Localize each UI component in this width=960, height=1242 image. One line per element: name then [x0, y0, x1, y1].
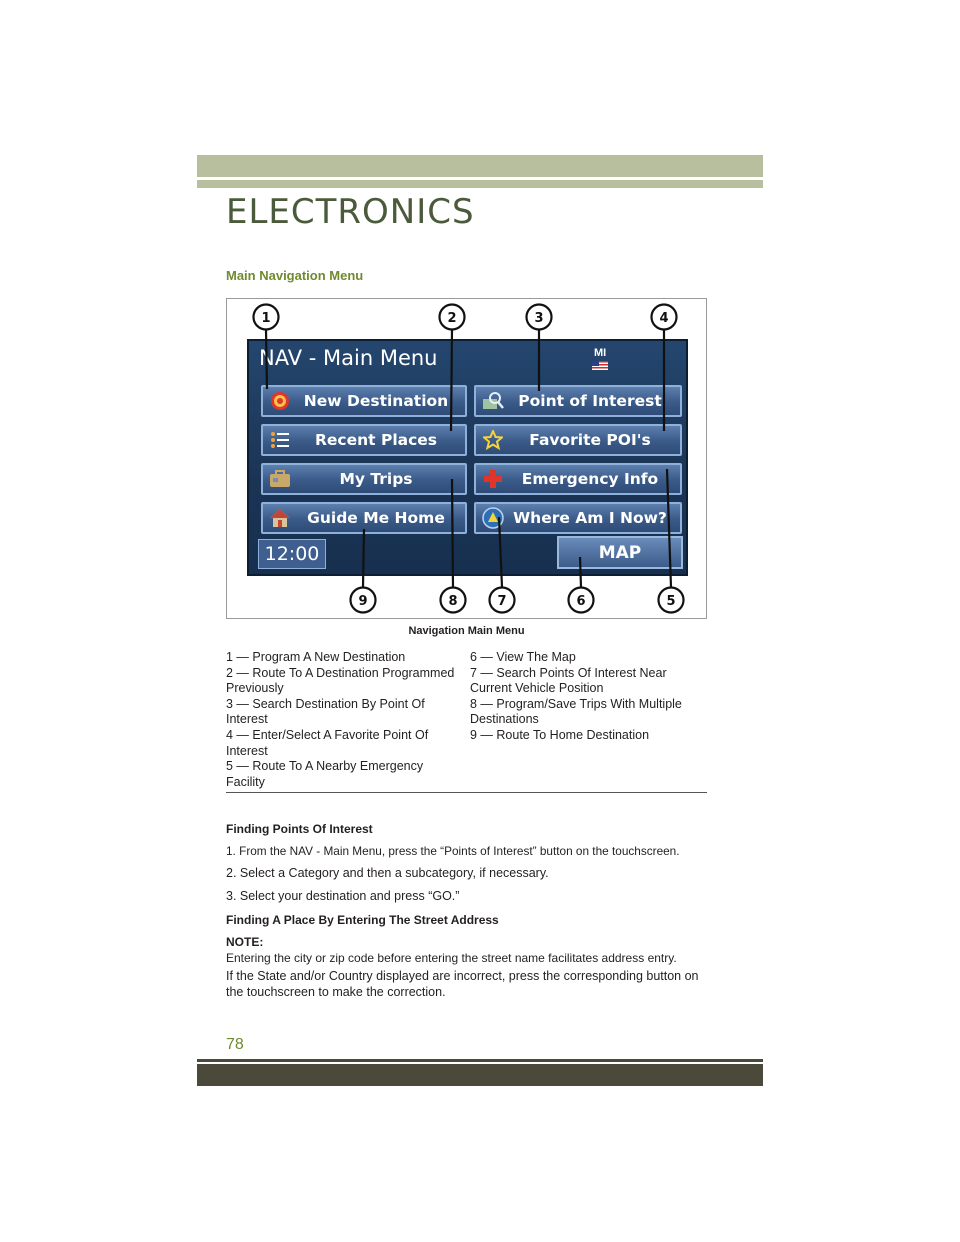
- state-code: MI: [594, 347, 607, 359]
- callout-6-label: 6: [576, 594, 586, 609]
- map-button[interactable]: MAP: [557, 536, 683, 569]
- emergency-info-label: Emergency Info: [521, 470, 659, 488]
- finding-poi-heading: Finding Points Of Interest: [226, 822, 373, 836]
- callout-9-label: 9: [358, 594, 368, 609]
- legend-item: 1 — Program A New Destination: [226, 650, 406, 664]
- step-item: 3. Select your destination and press “GO.”: [226, 889, 460, 903]
- callout-3-label: 3: [534, 311, 544, 326]
- legend-item: 6 — View The Map: [470, 650, 576, 664]
- guide-me-home-label: Guide Me Home: [307, 509, 445, 527]
- legend-divider: [226, 792, 707, 793]
- legend-item: 8 — Program/Save Trips With Multiple Destinations: [470, 696, 682, 727]
- clock-display: 12:00: [258, 539, 326, 569]
- my-trips-label: My Trips: [339, 470, 413, 488]
- where-am-i-now-label: Where Am I Now?: [513, 509, 667, 527]
- new-destination-label: New Destination: [303, 392, 449, 410]
- footer-band: [197, 1064, 763, 1086]
- header-rule: [197, 180, 763, 188]
- legend-item: 4 — Enter/Select A Favorite Point Of Interest: [226, 727, 429, 758]
- section-title: ELECTRONICS: [226, 192, 475, 232]
- callout-overlay: [227, 299, 708, 620]
- callout-7-label: 7: [497, 594, 507, 609]
- step-item: 2. Select a Category and then a subcategory, if necessary.: [226, 866, 549, 880]
- legend-item: 2 — Route To A Destination Programmed Previously: [226, 665, 455, 696]
- callout-2-label: 2: [447, 311, 457, 326]
- page-number: 78: [226, 1036, 244, 1053]
- sub-heading: Main Navigation Menu: [226, 268, 364, 283]
- note-paragraph: Entering the city or zip code before entering the street name facilitates address entry.: [226, 951, 677, 965]
- footer-rule: [197, 1059, 763, 1062]
- legend-item: 3 — Search Destination By Point Of Interest: [226, 696, 425, 727]
- recent-places-label: Recent Places: [314, 431, 438, 449]
- note-paragraph: If the State and/or Country displayed are incorrect, press the corresponding button on the touchscreen to make the correction.: [226, 969, 699, 999]
- callout-1-label: 1: [261, 311, 271, 326]
- note-label: NOTE:: [226, 935, 264, 949]
- legend-right-column: [470, 650, 700, 744]
- legend-item: 9 — Route To Home Destination: [470, 727, 650, 742]
- legend-item: 7 — Search Points Of Interest Near Current Vehicle Position: [470, 665, 667, 696]
- step-item: 1. From the NAV - Main Menu, press the “Points of Interest” button on the touchscreen.: [226, 844, 680, 858]
- figure-caption: Navigation Main Menu: [408, 625, 525, 637]
- legend-item: 5 — Route To A Nearby Emergency Facility: [226, 759, 424, 789]
- street-address-heading: Finding A Place By Entering The Street Address: [226, 913, 499, 927]
- point-of-interest-label: Point of Interest: [518, 392, 662, 410]
- legend-left-column: [226, 650, 456, 790]
- nav-screen-title: NAV - Main Menu: [259, 346, 438, 370]
- nav-menu-figure: [226, 298, 707, 619]
- header-band: [197, 155, 763, 177]
- callout-4-label: 4: [659, 311, 669, 326]
- callout-8-label: 8: [448, 594, 458, 609]
- favorite-pois-label: Favorite POI's: [529, 431, 651, 449]
- callout-5-label: 5: [666, 594, 676, 609]
